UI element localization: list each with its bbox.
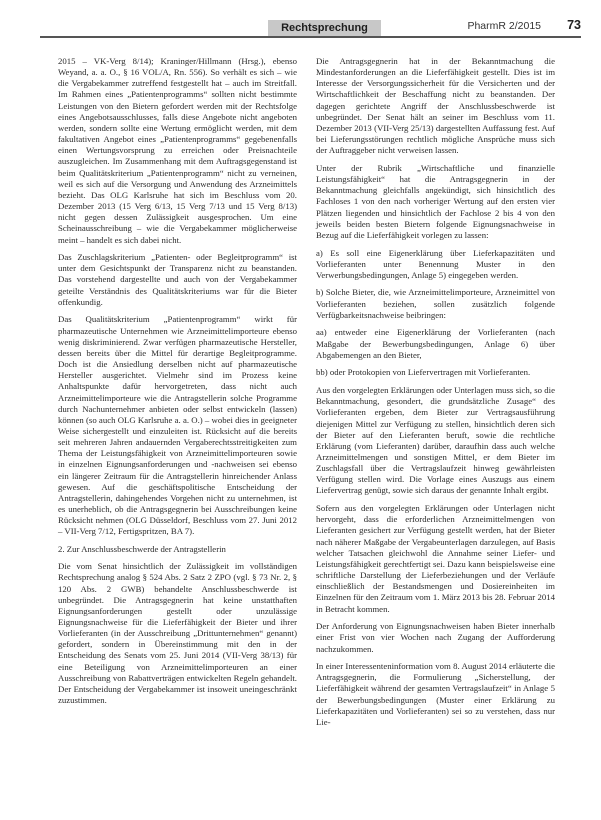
list-item: aa) entweder eine Eigenerklärung der Vorlieferanten (nach Maßgabe der Bewerbungsbedingungen, Anlage 6) über Abgabemengen an den Bieter,: [316, 327, 555, 360]
left-column: [58, 56, 297, 713]
body-paragraph: 2015 – VK-Verg 8/14); Kraninger/Hillmann (Hrsg.), ebenso Weyand, a. a. O., § 16 VOL/A, Rn. 556). So verhält es sich – wie die Vergabekammer zutreffend festgestellt hat – auch im Streitfall. Im Rahmen eines „Patientenprogramms“ sollten nicht bestimmte Leistungen von den Bietern gefordert werden mit der Rechtsfolge eines Angebotsausschlusses, falls diese Angebote nicht angeboten werden, sondern sollte eine Wertung ermöglicht werden, mit dem fakultativen Angebot eines „Patientenprogramms“ gegebenenfalls einen Wertungsvorsprung zu erreichen oder Preisnachteile auszugleichen. Im Zusammenhang mit dem Auftragsgegenstand ist beim Qualitätskriterium „Patientenprogramm“ nicht zu verneinen, weil es sich auf die Versorgung und Anwendung des Arzneimittels bezieht. Das OLG Karlsruhe hat sich im Beschluss vom 20. Dezember 2013 (15 Verg 6/13, 15 Verg 7/13 und 15 Verg 8/13) nicht gegen dessen Zulässigkeit ausgesprochen. Um eine Scheinausschreibung – wie die Vergabekammer möglicherweise meint – handelt es sich dabei nicht.: [58, 56, 297, 245]
list-item: b) Solche Bieter, die, wie Arzneimittelimporteure, Arzneimittel von Vorlieferanten beziehen, sollen zusätzlich folgende Verfügbarkeitsnachweise beibringen:: [316, 287, 555, 320]
body-paragraph: Unter der Rubrik „Wirtschaftliche und finanzielle Leistungsfähigkeit“ hat die Antragsgegnerin in der Bekanntmachung gleichfalls angekündigt, sich hinsichtlich des Fachloses 1 von den nach vorheriger Wertung auf den ersten vier Plätzen liegenden und hinsichtlich der Fachlose 2 bis 4 von den jeweils beiden besten Bietern folgende Eignungsnachweise in Bezug auf die Lieferfähigkeit vorlegen zu lassen:: [316, 162, 555, 240]
body-paragraph: Aus den vorgelegten Erklärungen oder Unterlagen muss sich, so die Bekanntmachung, gesondert, die grundsätzliche Zusage“ des Vorlieferanten ergeben, dem Bieter zur Vertragsausführung diejenigen Mittel zur Verfügung zu stellen, hinsichtlich deren sich der Bieter auf den Lieferanten beruft, sowie die rechtliche Erklärung (vom Lieferanten) darüber, daraufhin dass auch welche Arzneimittelmengen und sonstigen Mittel, er dem Bieter im Zuschlagsfall über die Vertragslaufzeit hinweg gewährleisten Verfügung stellen wird. Die Vorlage eines Auszugs aus einem Liefervertrag genügt, sowie sich daraus der genannte Inhalt ergibt.: [316, 385, 555, 496]
body-paragraph: Das Zuschlagskriterium „Patienten- oder Begleitprogramm“ ist unter dem Gesichtspunkt der Transparenz nicht zu beanstanden. Das vorstehend dargestellte und auch von der Vergabekammer geteilte Verständnis des Qualitätskriteriums war für die Bieter offenkundig.: [58, 252, 297, 307]
right-column: [316, 56, 555, 735]
page-header: [40, 14, 581, 48]
journal-citation: PharmR 2/2015: [467, 20, 541, 32]
body-paragraph: Das Qualitätskriterium „Patientenprogramm“ wirkt für pharmazeutische Unternehmen wie Arzneimittelimporteure ebenso wenig diskriminierend. Zwar verfügen pharmazeutische Hersteller, dessen bereits über die Mittel für derartige Begleitprogramme. Doch ist die Ansiedlung derselben nicht auf pharmazeutische Hersteller ausgerichtet. Vielmehr sind im Prozess keine Anhaltspunkte dafür hervorgetreten, dass nicht auch Arzneimittelimporteure wie die Antragstellerin solche Programme durch Nachunternehmer anbieten oder selbst entwickeln (lassen) können (so auch OLG Karlsruhe a. a. O.) – wobei dies in geeigneter Weise sichergestellt und einzuleiten ist. Rücksicht auf die bereits seit mehreren Jahren andauernden Vergaberechtsstreitigkeiten zum Thema der Leistungsfähigkeit von Arzneimittelimporteuren sowie in einzelnen Eignungsanforderungen und -nachweisen sei ebenso ein längerer Zeitraum für die Antragstellerin hinreichender Anlass gewesen. Auf die geschäftspolitische Entscheidung der Antragstellerin, dahingehendes Vorgehen nicht zu unternehmen, ist es unerheblich, ob die Antragsgegnerin bei Ausschreibungen keine Rücksicht nehmen (OLG Düsseldorf, Beschluss vom 27. Juni 2012 – VII-Verg 7/12, Fertigspritzen, BA 7).: [58, 314, 297, 537]
list-item: bb) oder Protokopien von Liefervertragen mit Vorlieferanten.: [316, 367, 531, 378]
section-subheading: 2. Zur Anschlussbeschwerde der Antragstellerin: [58, 544, 226, 555]
page-number: 73: [567, 18, 581, 32]
header-rule: [40, 36, 581, 38]
body-paragraph: Die Antragsgegnerin hat in der Bekanntmachung die Mindestanforderungen an die Lieferfähigkeit gestellt. Dies ist im Interesse der Versorgungssicherheit für die Versicherten und der Wirtschaftlichkeit der Beschaffung nicht zu beanstanden. Der dagegen gerichtete Angriff der Anschlussbeschwerde ist unbegründet. Der Senat hält an seiner im Beschluss vom 11. Dezember 2013 (VII-Verg 25/13) dargestellten Auffassung fest. Auf bei Lieferungsstörungen rechtlich mögliche Ansprüche muss sich der Auftraggeber nicht verweisen lassen.: [316, 56, 555, 156]
body-paragraph: Sofern aus den vorgelegten Erklärungen oder Unterlagen nicht hervorgeht, dass die erforderlichen Arzneimittelmengen von Lieferanten gesichert zur Verfügung gestellt werden, hat der Bieter nach näherer Maßgabe der Vergabeunterlagen darzulegen, auf Basis welcher Tatsachen gleichwohl die Annahme seiner Liefer- und Leistungsfähigkeit gerechtfertigt sei. Dazu kann beispielsweise eine schriftliche Darstellung der Lieferbeziehungen und der Verläufe einschließlich der Bestandsmengen und Dosiereinheiten im Einzelnen für den Zeitraum vom 1. März 2013 bis 28. Februar 2014 in Betracht kommen.: [316, 503, 555, 614]
body-paragraph: In einer Interessenteninformation vom 8. August 2014 erläuterte die Antragsgegnerin, die Formulierung „Sicherstellung, der Lieferfähigkeit während der gesamten Vertragslaufzeit“ in Anlage 5 der Bewerbungsbedingungen (Muster einer Erklärung zu Lieferkapazitäten und Vorlieferanten) sei so zu verstehen, dass nur Lie-: [316, 661, 555, 727]
section-title: Rechtsprechung: [268, 20, 381, 36]
body-paragraph: Die vom Senat hinsichtlich der Zulässigkeit im vollständigen Rechtsprechung analog § 524 Abs. 2 Satz 2 ZPO (vgl. § 73 Nr. 2, § 120 Abs. 2 GWB) behandelte Anschlussbeschwerde ist unbegründet. Die Antragsgegnerin hat keine unstatthaften Eignungsanforderungen gestellt oder unzulässige Eignungsnachweise für die Lieferfähigkeit der Bieter und ihrer Vorlieferanten (in der Ausschreibung „Drittunternehmen“ genannt) gefordert, sondern in Übereinstimmung mit den in der Entscheidung des Senats vom 25. Juni 2014 (VII-Verg 38/13) für eine Beteiligung von Arzneimittelimporteuren an einer Ausschreibung von Rabattverträgen entwickelten Regeln gehandelt. Der Entscheidung der Vergabekammer ist insoweit uneingeschränkt zuzustimmen.: [58, 561, 297, 706]
body-paragraph: Der Anforderung von Eignungsnachweisen haben Bieter innerhalb einer Frist von vier Wochen nach Zugang der Aufforderung nachzukommen.: [316, 621, 555, 654]
list-item: a) Es soll eine Eigenerklärung über Lieferkapazitäten und Vorlieferanten unter Benennung Muster in den Verwerbungsbedingungen, Anlage 5) eingegeben werden.: [316, 247, 555, 280]
